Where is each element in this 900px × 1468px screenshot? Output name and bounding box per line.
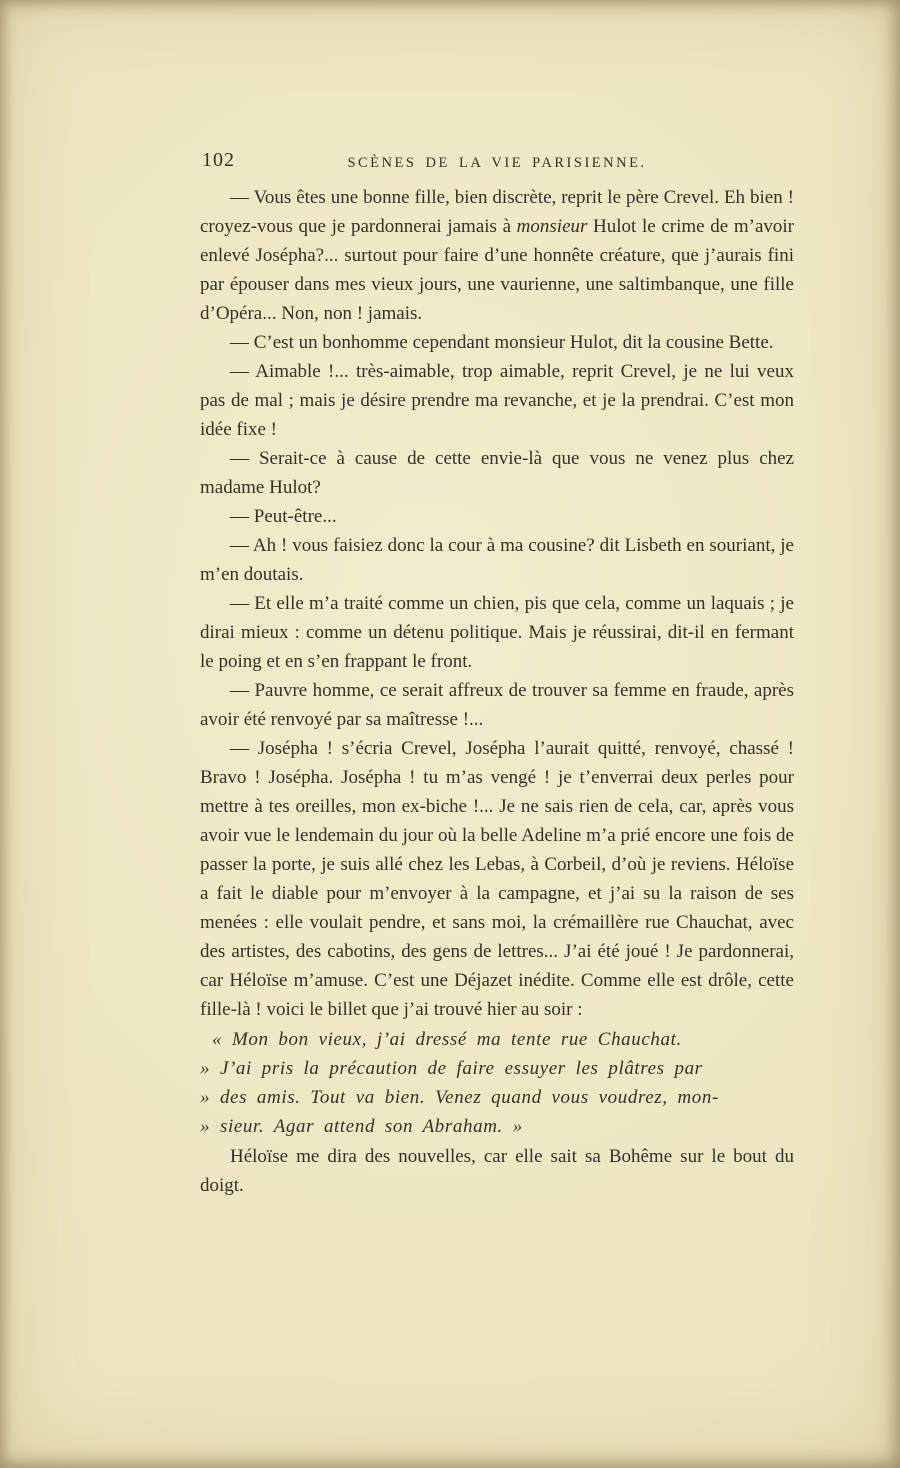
paragraph-text: Héloïse me dira des nouvelles, car elle sait sa Bohême sur le bout du doigt. [200,1146,794,1196]
emphasized-text: monsieur [516,216,588,237]
paragraph [200,589,794,676]
letter-block [200,1025,794,1141]
paragraph-text: — Aimable !... très-aimable, trop aimable, reprit Crevel, je ne lui veux pas de mal ; mais je désire prendre ma revanche, et je la prendrai. C’est mon idée fixe ! [200,361,794,440]
text-block [200,146,794,1200]
paragraph-text: — Ah ! vous faisiez donc la cour à ma cousine? dit Lisbeth en souriant, je m’en doutais. [200,535,794,585]
letter-line: « Mon bon vieux, j’ai dressé ma tente rue Chauchat. [212,1029,682,1050]
page-body [200,183,794,1200]
paragraph [200,531,794,589]
paragraph [200,183,794,328]
paragraph [200,502,794,531]
paragraph [200,444,794,502]
page-header [200,146,794,176]
paragraph-text: — Peut-être... [230,506,337,527]
paragraph-text: — Josépha ! s’écria Crevel, Josépha l’aurait quitté, renvoyé, chassé ! Bravo ! Josépha. Josépha ! tu m’as vengé ! je t’enverrai deux perles pour mettre à tes oreilles, mon ex-biche !... Je ne sais rien de cela, car, après vous avoir vue le lendemain du jour où la belle Adeline m’a prié encore une fois de passer la porte, je suis allé chez les Lebas, à Corbeil, d’où je reviens. Héloïse a fait le diable pour m’envoyer à la campagne, et j’ai su la raison de ses menées : elle voulait pendre, et sans moi, la crémaillère rue Chauchat, avec des artistes, des cabotins, des gens de lettres... J’ai été joué ! Je pardonnerai, car Héloïse m’amuse. C’est une Déjazet inédite. Comme elle est drôle, cette fille-là ! voici le billet que j’ai trouvé hier au soir : [200,738,794,1020]
paragraph-text: — C’est un bonhomme cependant monsieur Hulot, dit la cousine Bette. [230,332,774,353]
paragraph [200,328,794,357]
page-number: 102 [202,149,235,171]
paragraph-text: — Serait-ce à cause de cette envie-là que vous ne venez plus chez madame Hulot? [200,448,794,498]
paragraph-text: — Vous êtes une bonne fille, bien discrète, reprit le père Crevel. Eh bien ! croyez-vous que je pardonnerai jamais à [200,187,794,237]
paragraph [200,734,794,1024]
letter-line: » J’ai pris la précaution de faire essuyer les plâtres par [200,1058,703,1079]
paragraph-text: — Pauvre homme, ce serait affreux de trouver sa femme en fraude, après avoir été renvoyé par sa maîtresse !... [200,680,794,730]
paragraph [200,357,794,444]
letter-line: » des amis. Tout va bien. Venez quand vous voudrez, mon- [200,1087,719,1108]
letter-line: » sieur. Agar attend son Abraham. » [200,1116,523,1137]
paragraph [200,1142,794,1200]
paragraph-text: — Et elle m’a traité comme un chien, pis que cela, comme un laquais ; je dirai mieux : comme un détenu politique. Mais je réussirai, dit-il en fermant le poing et en s’en frappant le front. [200,593,794,672]
paragraph [200,676,794,734]
running-title: SCÈNES DE LA VIE PARISIENNE. [347,155,647,171]
paragraph-text: Hulot le crime de m’avoir enlevé Josépha?... surtout pour faire d’une honnête créature, que j’aurais fini par épouser dans mes vieux jours, une vaurienne, une saltimbanque, une fille d’Opéra... Non, non ! jamais. [200,216,794,324]
